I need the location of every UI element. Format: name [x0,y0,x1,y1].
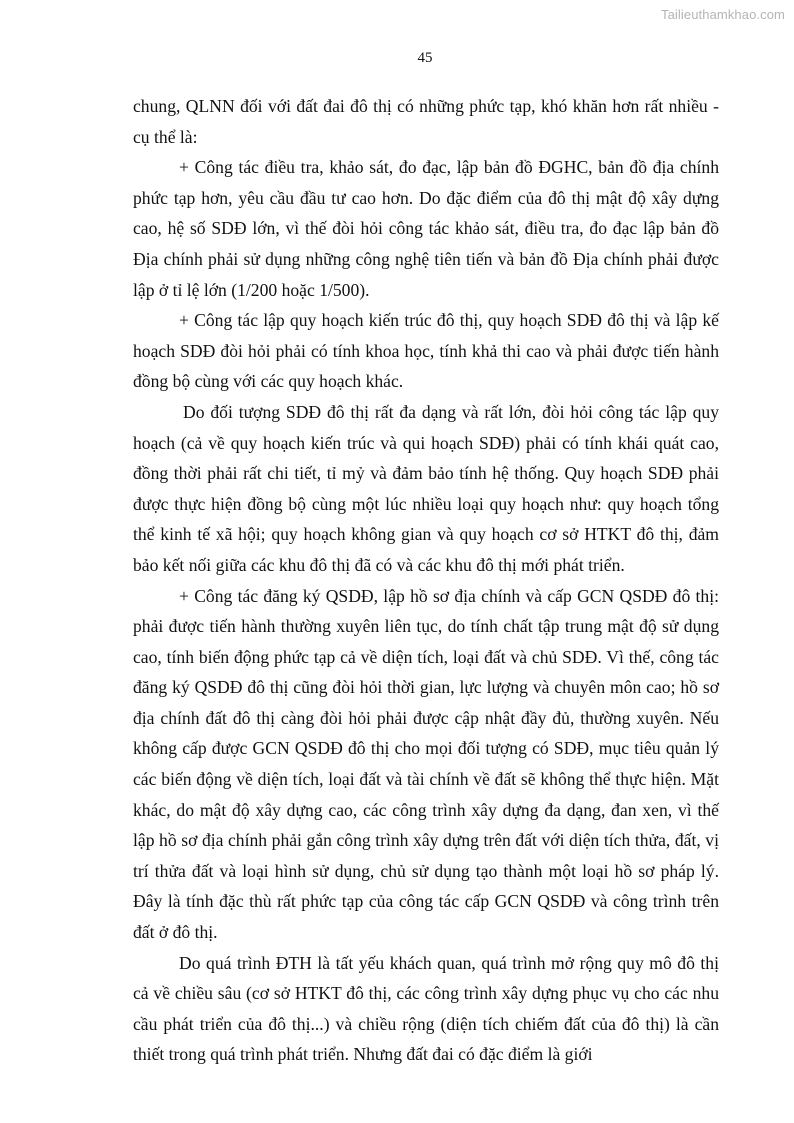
document-body [133,91,719,1070]
paragraph-intro: chung, QLNN đối với đất đai đô thị có những phức tạp, khó khăn hơn rất nhiều - cụ thể là: [133,96,719,147]
paragraph-planning: + Công tác lập quy hoạch kiến trúc đô thị, quy hoạch SDĐ đô thị và lập kế hoạch SDĐ đòi hỏi phải có tính khoa học, tính khả thi cao và phải được tiến hành đồng bộ cùng với các quy hoạch khác. [133,310,719,392]
page-number: 45 [417,50,433,66]
paragraph-registration: + Công tác đăng ký QSDĐ, lập hồ sơ địa chính và cấp GCN QSDĐ đô thị: phải được tiến hành thường xuyên liên tục, do tính chất tập trung mật độ sử dụng cao, tính biến động phức tạp cả về diện tích, loại đất và chủ SDĐ. Vì thế, công tác đăng ký QSDĐ đô thị cũng đòi hỏi thời gian, lực lượng và chuyên môn cao; hồ sơ địa chính đất đô thị càng đòi hỏi phải được cập nhật đầy đủ, thường xuyên. Nếu không cấp được GCN QSDĐ đô thị cho mọi đối tượng có SDĐ, mục tiêu quản lý các biến động về diện tích, loại đất và tài chính về đất sẽ không thể thực hiện. Mặt khác, do mật độ xây dựng cao, các công trình xây dựng đa dạng, đan xen, vì thế lập hồ sơ địa chính phải gắn công trình xây dựng trên đất với diện tích thửa, đất, vị trí thửa đất và loại hình sử dụng, chủ sử dụng tạo thành một loại hồ sơ pháp lý. Đây là tính đặc thù rất phức tạp của công tác cấp GCN QSDĐ và công trình trên đất ở đô thị. [133,585,719,943]
paragraph-planning-detail: Do đối tượng SDĐ đô thị rất đa dạng và rất lớn, đòi hỏi công tác lập quy hoạch (cả về quy hoạch kiến trúc và qui hoạch SDĐ) phải có tính khái quát cao, đồng thời phải rất chi tiết, tỉ mỷ và đảm bảo tính hệ thống. Quy hoạch SDĐ phải được thực hiện đồng bộ cùng một lúc nhiều loại quy hoạch như: quy hoạch tổng thể kinh tế xã hội; quy hoạch không gian và quy hoạch cơ sở HTKT đô thị, đảm bảo kết nối giữa các khu đô thị đã có và các khu đô thị mới phát triển. [133,401,719,575]
paragraph-survey-mapping: + Công tác điều tra, khảo sát, đo đạc, lập bản đồ ĐGHC, bản đồ địa chính phức tạp hơn, yêu cầu đầu tư cao hơn. Do đặc điểm của đô thị mật độ xây dựng cao, hệ số SDĐ lớn, vì thế đòi hỏi công tác khảo sát, điều tra, đo đạc lập bản đồ Địa chính phải sử dụng những công nghệ tiên tiến và bản đồ Địa chính phải được lập ở tỉ lệ lớn (1/200 hoặc 1/500). [133,157,719,300]
paragraph-urbanization: Do quá trình ĐTH là tất yếu khách quan, quá trình mở rộng quy mô đô thị cả về chiều sâu (cơ sở HTKT đô thị, các công trình xây dựng phục vụ cho các nhu cầu phát triển của đô thị...) và chiều rộng (diện tích chiếm đất của đô thị) là cần thiết trong quá trình phát triển. Nhưng đất đai có đặc điểm là giới [133,952,719,1065]
watermark: Tailieuthamkhao.com [660,7,785,22]
